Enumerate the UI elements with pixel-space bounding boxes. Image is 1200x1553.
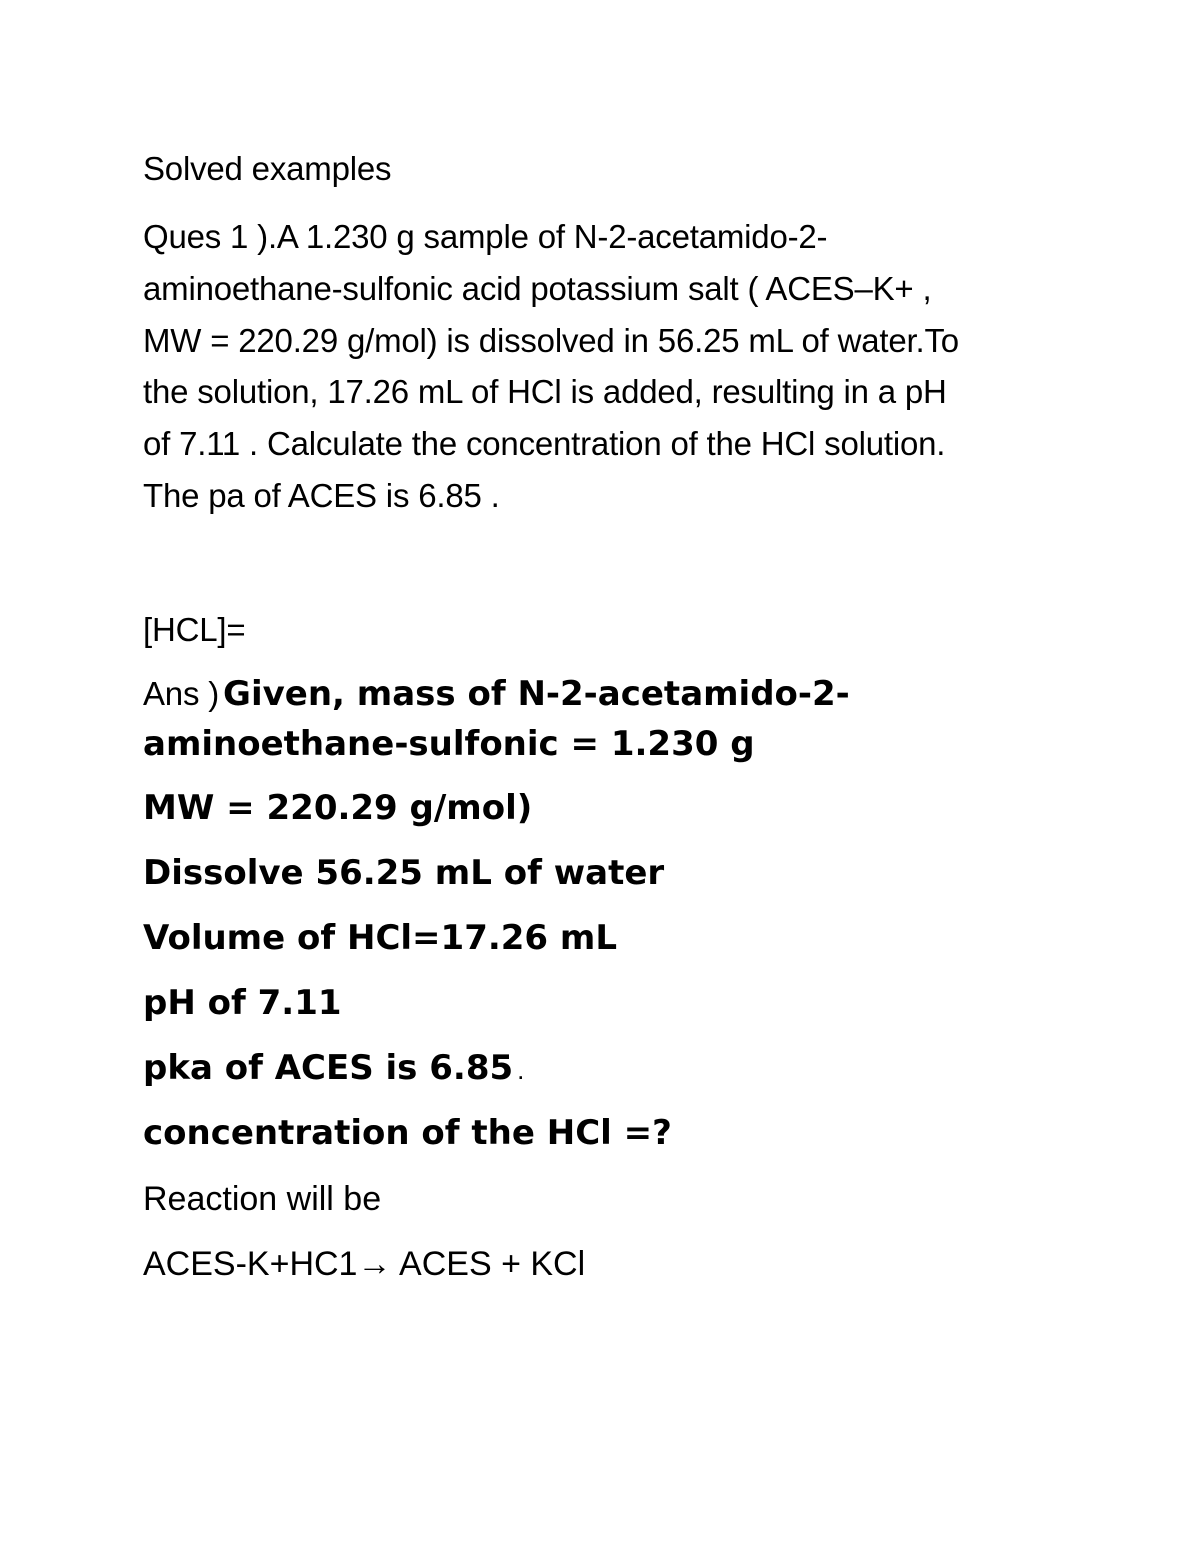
given-pka-line: [143, 1048, 524, 1088]
question-line-5: of 7.11 . Calculate the concentration of the HCl solution.: [143, 425, 946, 462]
given-mw: MW = 220.29 g/mol): [143, 788, 533, 828]
question-line-3: MW = 220.29 g/mol) is dissolved in 56.25 mL of water.To: [143, 322, 959, 359]
given-ph: pH of 7.11: [143, 983, 342, 1023]
given-dissolve: Dissolve 56.25 mL of water: [143, 853, 665, 893]
given-volume: Volume of HCl=17.26 mL: [143, 918, 618, 958]
question-line-1: Ques 1 ).A 1.230 g sample of N-2-acetamido-2-: [143, 218, 828, 255]
given-pka-dot: .: [517, 1055, 525, 1085]
hcl-label: [HCL]=: [143, 611, 246, 648]
given-pka: pka of ACES is 6.85: [143, 1048, 514, 1088]
question-line-6: The pa of ACES is 6.85 .: [143, 477, 500, 514]
given-line-1: Given, mass of N-2-acetamido-2-: [223, 674, 850, 714]
given-concentration: concentration of the HCl =?: [143, 1113, 672, 1153]
given-line-2: aminoethane-sulfonic = 1.230 g: [143, 724, 755, 764]
reaction-equation: ACES-K+HC1→ ACES + KCl: [143, 1245, 586, 1283]
reaction-label: Reaction will be: [143, 1180, 382, 1218]
question-line-4: the solution, 17.26 mL of HCl is added, resulting in a pH: [143, 373, 947, 410]
answer-prefix: Ans ): [143, 675, 220, 712]
heading: Solved examples: [143, 150, 392, 187]
answer-first-line: [143, 674, 850, 714]
question-line-2: aminoethane-sulfonic acid potassium salt ( ACES–K+ ,: [143, 270, 932, 307]
